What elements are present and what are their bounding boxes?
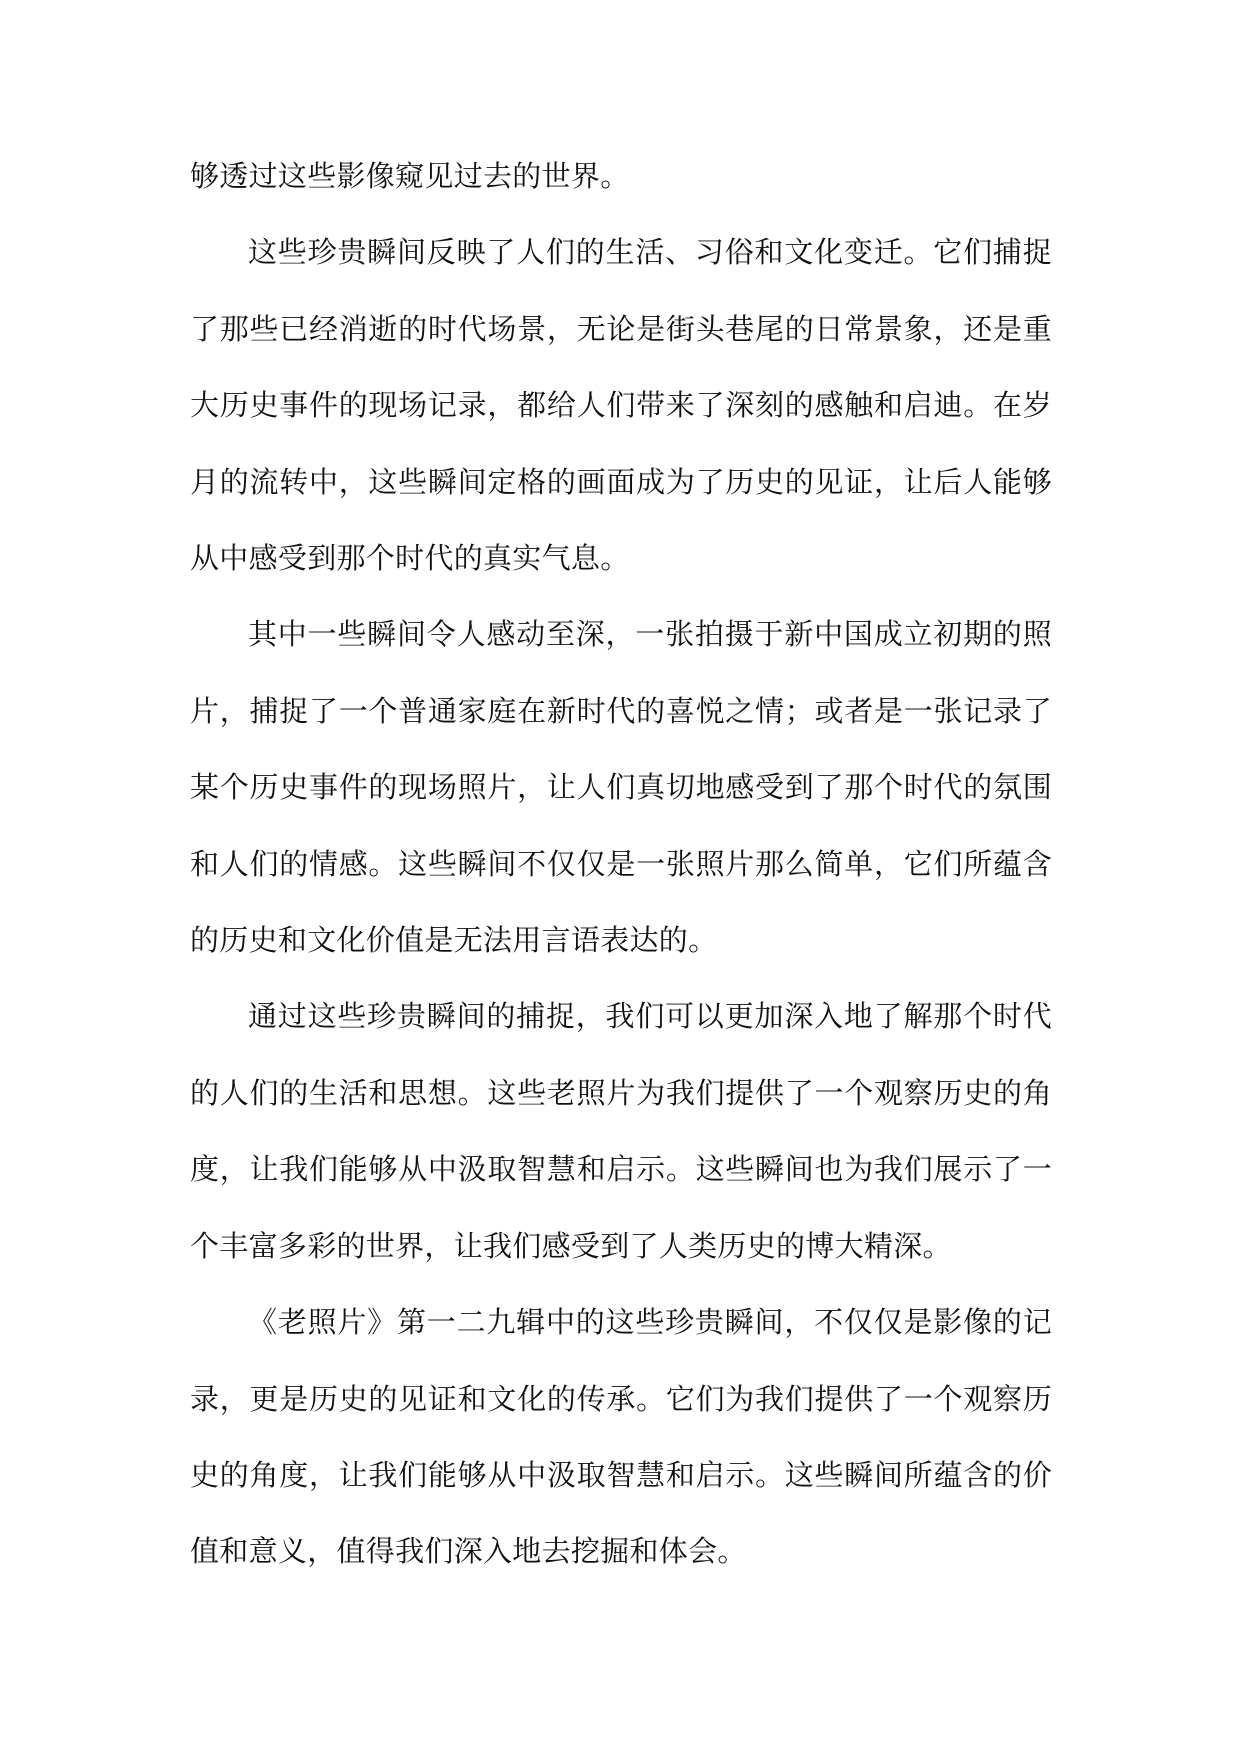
paragraph-cultural-changes: 这些珍贵瞬间反映了人们的生活、习俗和文化变迁。它们捕捉了那些已经消逝的时代场景，无论是街头巷尾的日常景象，还是重大历史事件的现场记录，都给人们带来了深刻的感触和启迪。在岁月的流转中，这些瞬间定格的画面成为了历史的见证，让后人能够从中感受到那个时代的真实气息。 xyxy=(190,235,1052,576)
paragraph-moving-moments: 其中一些瞬间令人感动至深，一张拍摄于新中国成立初期的照片，捕捉了一个普通家庭在新时代的喜悦之情；或者是一张记录了某个历史事件的现场照片，让人们真切地感受到了那个时代的氛围和人们的情感。这些瞬间不仅仅是一张照片那么简单，它们所蕴含的历史和文化价值是无法用言语表达的。 xyxy=(190,617,1052,958)
paragraph-conclusion: 《老照片》第一二九辑中的这些珍贵瞬间，不仅仅是影像的记录，更是历史的见证和文化的传承。它们为我们提供了一个观察历史的角度，让我们能够从中汲取智慧和启示。这些瞬间所蕴含的价值和意义，值得我们深入地去挖掘和体会。 xyxy=(190,1305,1052,1569)
paragraph-understanding-era: 通过这些珍贵瞬间的捕捉，我们可以更加深入地了解那个时代的人们的生活和思想。这些老照片为我们提供了一个观察历史的角度，让我们能够从中汲取智慧和启示。这些瞬间也为我们展示了一个丰富多彩的世界，让我们感受到了人类历史的博大精深。 xyxy=(190,999,1052,1263)
document-body xyxy=(190,138,1052,1590)
paragraph-continuation: 够透过这些影像窥见过去的世界。 xyxy=(190,159,630,193)
